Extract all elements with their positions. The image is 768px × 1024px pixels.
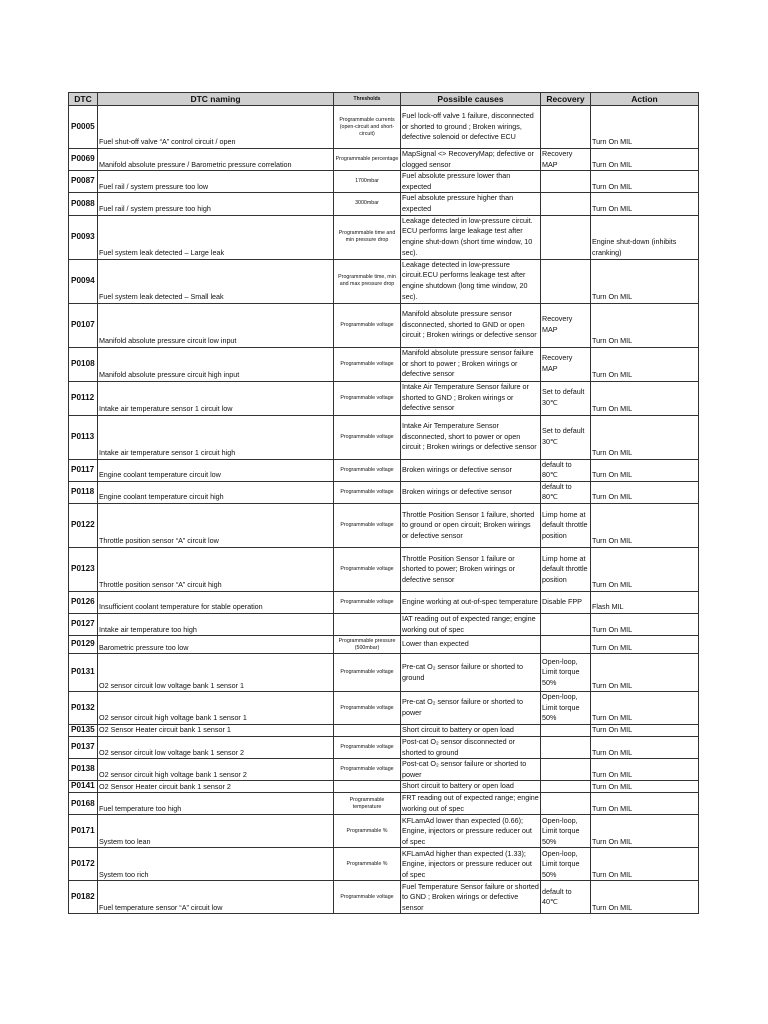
dtc-possible-causes: Leakage detected in low-pressure circuit.ECU performs leakage test after engine shutdown (long time window, 20 sec).: [401, 259, 541, 303]
dtc-action: Turn On MIL: [591, 171, 699, 193]
dtc-thresholds: Programmable currents (open-circuit and short-circuit): [334, 106, 401, 149]
header-thresholds: Thresholds: [334, 93, 401, 106]
dtc-possible-causes: MapSignal <> RecoveryMap; defective or clogged sensor: [401, 149, 541, 171]
dtc-possible-causes: Short circuit to battery or open load: [401, 724, 541, 736]
dtc-possible-causes: Broken wirings or defective sensor: [401, 481, 541, 503]
table-row: [69, 759, 699, 781]
dtc-thresholds: Programmable voltage: [334, 303, 401, 347]
dtc-possible-causes: Throttle Position Sensor 1 failure, shorted to ground or open circuit; Broken wirings or defective sensor: [401, 503, 541, 547]
dtc-thresholds: Programmable voltage: [334, 503, 401, 547]
dtc-recovery: [541, 613, 591, 635]
table-row: [69, 171, 699, 193]
dtc-code: P0137: [69, 736, 98, 758]
dtc-recovery: [541, 736, 591, 758]
dtc-possible-causes: KFLamAd lower than expected (0.66); Engine, injectors or pressure reducer out of spec: [401, 815, 541, 848]
table-row: [69, 259, 699, 303]
dtc-action: Turn On MIL: [591, 654, 699, 692]
dtc-recovery: [541, 106, 591, 149]
dtc-code: P0108: [69, 347, 98, 381]
dtc-recovery: Disable FPP: [541, 591, 591, 613]
dtc-possible-causes: Post-cat O₂ sensor disconnected or shorted to ground: [401, 736, 541, 758]
dtc-thresholds: 1700mbar: [334, 171, 401, 193]
dtc-naming: O2 sensor circuit high voltage bank 1 sensor 1: [98, 692, 334, 725]
dtc-naming: Throttle position sensor “A” circuit high: [98, 547, 334, 591]
dtc-code: P0138: [69, 759, 98, 781]
dtc-recovery: Recovery MAP: [541, 303, 591, 347]
dtc-action: Turn On MIL: [591, 193, 699, 215]
dtc-action: Turn On MIL: [591, 613, 699, 635]
dtc-recovery: [541, 259, 591, 303]
dtc-code: P0127: [69, 613, 98, 635]
dtc-thresholds: 3000mbar: [334, 193, 401, 215]
dtc-recovery: [541, 759, 591, 781]
dtc-possible-causes: Fuel Temperature Sensor failure or shorted to GND ; Broken wirings or defective sensor: [401, 881, 541, 914]
dtc-recovery: [541, 636, 591, 654]
table-row: [69, 381, 699, 415]
dtc-code: P0112: [69, 381, 98, 415]
table-row: [69, 881, 699, 914]
dtc-action: Turn On MIL: [591, 815, 699, 848]
dtc-thresholds: Programmable time, min and max pressure drop: [334, 259, 401, 303]
dtc-possible-causes: IAT reading out of expected range; engine working out of spec: [401, 613, 541, 635]
dtc-recovery: default to 80℃: [541, 481, 591, 503]
dtc-code: P0087: [69, 171, 98, 193]
table-row: [69, 415, 699, 459]
table-row: [69, 724, 699, 736]
table-row: [69, 106, 699, 149]
table-row: [69, 815, 699, 848]
table-row: [69, 654, 699, 692]
dtc-recovery: Recovery MAP: [541, 347, 591, 381]
dtc-action: Turn On MIL: [591, 347, 699, 381]
dtc-possible-causes: Fuel absolute pressure higher than expected: [401, 193, 541, 215]
dtc-code: P0172: [69, 848, 98, 881]
dtc-naming: System too rich: [98, 848, 334, 881]
table-row: [69, 481, 699, 503]
dtc-thresholds: [334, 613, 401, 635]
dtc-code: P0168: [69, 793, 98, 815]
dtc-possible-causes: Lower than expected: [401, 636, 541, 654]
dtc-recovery: default to 80℃: [541, 459, 591, 481]
dtc-code: P0132: [69, 692, 98, 725]
dtc-possible-causes: Engine working at out-of-spec temperature: [401, 591, 541, 613]
header-action: Action: [591, 93, 699, 106]
dtc-code: P0069: [69, 149, 98, 171]
dtc-action: Turn On MIL: [591, 149, 699, 171]
dtc-possible-causes: Fuel lock-off valve 1 failure, disconnected or shorted to ground ; Broken wirings, defective solenoid or defective ECU: [401, 106, 541, 149]
dtc-action: Turn On MIL: [591, 459, 699, 481]
dtc-thresholds: Programmable voltage: [334, 481, 401, 503]
dtc-naming: O2 sensor circuit high voltage bank 1 sensor 2: [98, 759, 334, 781]
table-row: [69, 459, 699, 481]
dtc-naming: Fuel system leak detected – Large leak: [98, 215, 334, 259]
table-row: [69, 149, 699, 171]
dtc-code: P0131: [69, 654, 98, 692]
table-row: [69, 303, 699, 347]
dtc-action: Turn On MIL: [591, 303, 699, 347]
dtc-code: P0118: [69, 481, 98, 503]
dtc-naming: Manifold absolute pressure / Barometric pressure correlation: [98, 149, 334, 171]
dtc-action: Flash MIL: [591, 591, 699, 613]
dtc-naming: System too lean: [98, 815, 334, 848]
dtc-action: Turn On MIL: [591, 759, 699, 781]
table-row: [69, 503, 699, 547]
dtc-recovery: Limp home at default throttle position: [541, 503, 591, 547]
table-body: [69, 106, 699, 914]
dtc-thresholds: Programmable voltage: [334, 381, 401, 415]
dtc-action: Turn On MIL: [591, 381, 699, 415]
dtc-thresholds: Programmable voltage: [334, 654, 401, 692]
dtc-thresholds: Programmable voltage: [334, 736, 401, 758]
dtc-code: P0093: [69, 215, 98, 259]
table-row: [69, 613, 699, 635]
dtc-thresholds: Programmable %: [334, 815, 401, 848]
dtc-naming: Fuel shut-off valve “A” control circuit / open: [98, 106, 334, 149]
dtc-recovery: Open-loop, Limit torque 50%: [541, 692, 591, 725]
dtc-code: P0182: [69, 881, 98, 914]
table-row: [69, 636, 699, 654]
table-row: [69, 547, 699, 591]
dtc-action: Turn On MIL: [591, 636, 699, 654]
dtc-possible-causes: FRT reading out of expected range; engine working out of spec: [401, 793, 541, 815]
dtc-action: Turn On MIL: [591, 881, 699, 914]
dtc-possible-causes: Pre-cat O₂ sensor failure or shorted to ground: [401, 654, 541, 692]
dtc-naming: O2 sensor circuit low voltage bank 1 sensor 2: [98, 736, 334, 758]
table-row: [69, 793, 699, 815]
dtc-naming: O2 Sensor Heater circuit bank 1 sensor 2: [98, 781, 334, 793]
dtc-possible-causes: Manifold absolute pressure sensor failure or short to power ; Broken wirings or defective sensor: [401, 347, 541, 381]
dtc-recovery: [541, 215, 591, 259]
dtc-action: Turn On MIL: [591, 692, 699, 725]
table-row: [69, 692, 699, 725]
dtc-recovery: Open-loop, Limit torque 50%: [541, 848, 591, 881]
dtc-thresholds: Programmable voltage: [334, 347, 401, 381]
dtc-thresholds: Programmable voltage: [334, 547, 401, 591]
dtc-action: Turn On MIL: [591, 793, 699, 815]
dtc-action: Turn On MIL: [591, 415, 699, 459]
header-dtc: DTC: [69, 93, 98, 106]
dtc-recovery: [541, 193, 591, 215]
dtc-action: Turn On MIL: [591, 736, 699, 758]
dtc-code: P0107: [69, 303, 98, 347]
dtc-action: Turn On MIL: [591, 848, 699, 881]
dtc-naming: Fuel temperature too high: [98, 793, 334, 815]
dtc-recovery: Recovery MAP: [541, 149, 591, 171]
dtc-naming: Intake air temperature sensor 1 circuit low: [98, 381, 334, 415]
dtc-recovery: Set to default 30℃: [541, 381, 591, 415]
dtc-recovery: [541, 724, 591, 736]
table-row: [69, 215, 699, 259]
dtc-code: P0113: [69, 415, 98, 459]
table-row: [69, 193, 699, 215]
dtc-naming: Intake air temperature too high: [98, 613, 334, 635]
dtc-possible-causes: Broken wirings or defective sensor: [401, 459, 541, 481]
table-row: [69, 591, 699, 613]
dtc-thresholds: Programmable percentage: [334, 149, 401, 171]
dtc-recovery: default to 40℃: [541, 881, 591, 914]
dtc-naming: O2 sensor circuit low voltage bank 1 sensor 1: [98, 654, 334, 692]
dtc-action: Turn On MIL: [591, 547, 699, 591]
dtc-table: [68, 92, 699, 914]
table-row: [69, 347, 699, 381]
dtc-naming: Insufficient coolant temperature for stable operation: [98, 591, 334, 613]
dtc-possible-causes: Fuel absolute pressure lower than expected: [401, 171, 541, 193]
dtc-naming: Manifold absolute pressure circuit low input: [98, 303, 334, 347]
dtc-possible-causes: Leakage detected in low-pressure circuit. ECU performs large leakage test after engine shut-down (short time window, 10 sec).: [401, 215, 541, 259]
dtc-recovery: Limp home at default throttle position: [541, 547, 591, 591]
dtc-thresholds: Programmable temperature: [334, 793, 401, 815]
dtc-action: Turn On MIL: [591, 724, 699, 736]
dtc-code: P0088: [69, 193, 98, 215]
dtc-thresholds: Programmable %: [334, 848, 401, 881]
dtc-action: Turn On MIL: [591, 259, 699, 303]
dtc-code: P0005: [69, 106, 98, 149]
dtc-thresholds: Programmable voltage: [334, 881, 401, 914]
dtc-thresholds: Programmable time and min pressure drop: [334, 215, 401, 259]
dtc-action: Turn On MIL: [591, 481, 699, 503]
dtc-naming: Engine coolant temperature circuit high: [98, 481, 334, 503]
dtc-recovery: [541, 171, 591, 193]
dtc-naming: Engine coolant temperature circuit low: [98, 459, 334, 481]
dtc-code: P0123: [69, 547, 98, 591]
table-row: [69, 781, 699, 793]
dtc-possible-causes: Throttle Position Sensor 1 failure or shorted to power; Broken wirings or defective sensor: [401, 547, 541, 591]
dtc-possible-causes: Intake Air Temperature Sensor failure or shorted to GND ; Broken wirings or defective sensor: [401, 381, 541, 415]
dtc-naming: Intake air temperature sensor 1 circuit high: [98, 415, 334, 459]
dtc-possible-causes: Manifold absolute pressure sensor disconnected, shorted to GND or open circuit ; Broken wirings or defective sensor: [401, 303, 541, 347]
dtc-thresholds: Programmable voltage: [334, 591, 401, 613]
dtc-recovery: Set to default 30℃: [541, 415, 591, 459]
table-row: [69, 848, 699, 881]
dtc-recovery: [541, 793, 591, 815]
dtc-thresholds: Programmable voltage: [334, 459, 401, 481]
dtc-action: Turn On MIL: [591, 781, 699, 793]
header-recovery: Recovery: [541, 93, 591, 106]
dtc-naming: Throttle position sensor “A” circuit low: [98, 503, 334, 547]
header-possible-causes: Possible causes: [401, 93, 541, 106]
dtc-naming: Fuel temperature sensor “A” circuit low: [98, 881, 334, 914]
dtc-thresholds: Programmable voltage: [334, 692, 401, 725]
dtc-thresholds: [334, 781, 401, 793]
dtc-naming: Barometric pressure too low: [98, 636, 334, 654]
dtc-action: Turn On MIL: [591, 106, 699, 149]
dtc-naming: Fuel rail / system pressure too high: [98, 193, 334, 215]
header-dtc-naming: DTC naming: [98, 93, 334, 106]
dtc-possible-causes: KFLamAd higher than expected (1.33); Engine, injectors or pressure reducer out of spec: [401, 848, 541, 881]
dtc-thresholds: Programmable voltage: [334, 415, 401, 459]
dtc-recovery: Open-loop, Limit torque 50%: [541, 654, 591, 692]
table-row: [69, 736, 699, 758]
dtc-action: Engine shut-down (inhibits cranking): [591, 215, 699, 259]
dtc-code: P0141: [69, 781, 98, 793]
dtc-naming: O2 Sensor Heater circuit bank 1 sensor 1: [98, 724, 334, 736]
dtc-possible-causes: Intake Air Temperature Sensor disconnected, short to power or open circuit ; Broken wirings or defective sensor: [401, 415, 541, 459]
dtc-possible-causes: Pre-cat O₂ sensor failure or shorted to power: [401, 692, 541, 725]
dtc-recovery: [541, 781, 591, 793]
dtc-thresholds: [334, 724, 401, 736]
dtc-code: P0135: [69, 724, 98, 736]
dtc-naming: Fuel rail / system pressure too low: [98, 171, 334, 193]
dtc-code: P0126: [69, 591, 98, 613]
dtc-naming: Fuel system leak detected – Small leak: [98, 259, 334, 303]
dtc-possible-causes: Post-cat O₂ sensor failure or shorted to power: [401, 759, 541, 781]
dtc-thresholds: Programmable voltage: [334, 759, 401, 781]
dtc-recovery: Open-loop, Limit torque 50%: [541, 815, 591, 848]
dtc-naming: Manifold absolute pressure circuit high input: [98, 347, 334, 381]
dtc-code: P0122: [69, 503, 98, 547]
dtc-code: P0129: [69, 636, 98, 654]
dtc-thresholds: Programmable pressure (500mbar): [334, 636, 401, 654]
dtc-action: Turn On MIL: [591, 503, 699, 547]
table-header-row: [69, 93, 699, 106]
dtc-code: P0117: [69, 459, 98, 481]
dtc-code: P0171: [69, 815, 98, 848]
dtc-code: P0094: [69, 259, 98, 303]
dtc-possible-causes: Short circuit to battery or open load: [401, 781, 541, 793]
